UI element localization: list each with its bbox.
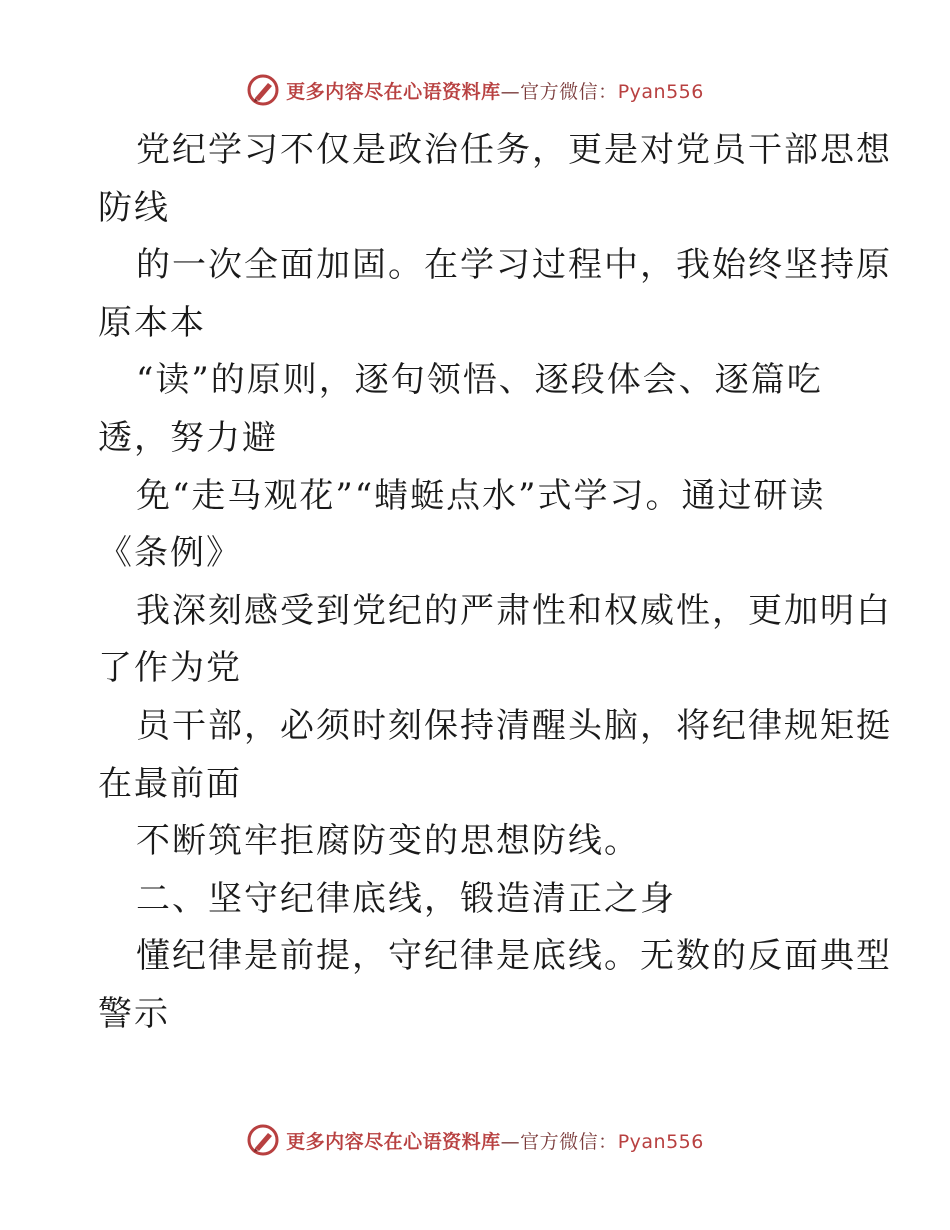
text-line: 免“走马观花”“蜻蜓点水”式学习。通过研读	[136, 475, 826, 516]
text-line: 防线	[98, 187, 170, 228]
document-body	[98, 122, 892, 1044]
section-heading: 二、坚守纪律底线，锻造清正之身	[136, 878, 676, 919]
text-line: 员干部，必须时刻保持清醒头脑，将纪律规矩挺	[136, 705, 892, 746]
text-line: 党纪学习不仅是政治任务，更是对党员干部思想	[136, 130, 892, 170]
watermark-name: 更多内容尽在心语资料库	[286, 80, 501, 103]
text-line: 透，努力避	[98, 417, 278, 458]
text-line: 《条例》	[98, 533, 242, 574]
text-line: 在最前面	[98, 763, 242, 804]
watermark-separator: —	[500, 1130, 521, 1153]
watermark-name: 更多内容尽在心语资料库	[286, 1130, 501, 1153]
watermark-id: Pyan556	[617, 80, 704, 103]
pen-circle-logo-icon	[246, 73, 280, 107]
text-line: 警示	[98, 993, 170, 1034]
watermark-label: 官方微信：	[520, 80, 618, 103]
footer-watermark	[0, 1120, 950, 1160]
text-line: 懂纪律是前提，守纪律是底线。无数的反面典型	[136, 936, 892, 977]
text-line: 原本本	[98, 302, 206, 343]
text-line: 的一次全面加固。在学习过程中，我始终坚持原	[136, 245, 892, 286]
text-line: 不断筑牢拒腐防变的思想防线。	[136, 821, 640, 862]
text-line: “读”的原则，逐句领悟、逐段体会、逐篇吃	[136, 360, 823, 401]
watermark-id: Pyan556	[617, 1130, 704, 1153]
watermark-separator: —	[500, 80, 521, 103]
text-line: 我深刻感受到党纪的严肃性和权威性，更加明白	[136, 590, 892, 631]
pen-circle-logo-icon	[246, 1123, 280, 1157]
watermark-label: 官方微信：	[520, 1130, 618, 1153]
text-line: 了作为党	[98, 648, 242, 689]
header-watermark	[0, 70, 950, 110]
